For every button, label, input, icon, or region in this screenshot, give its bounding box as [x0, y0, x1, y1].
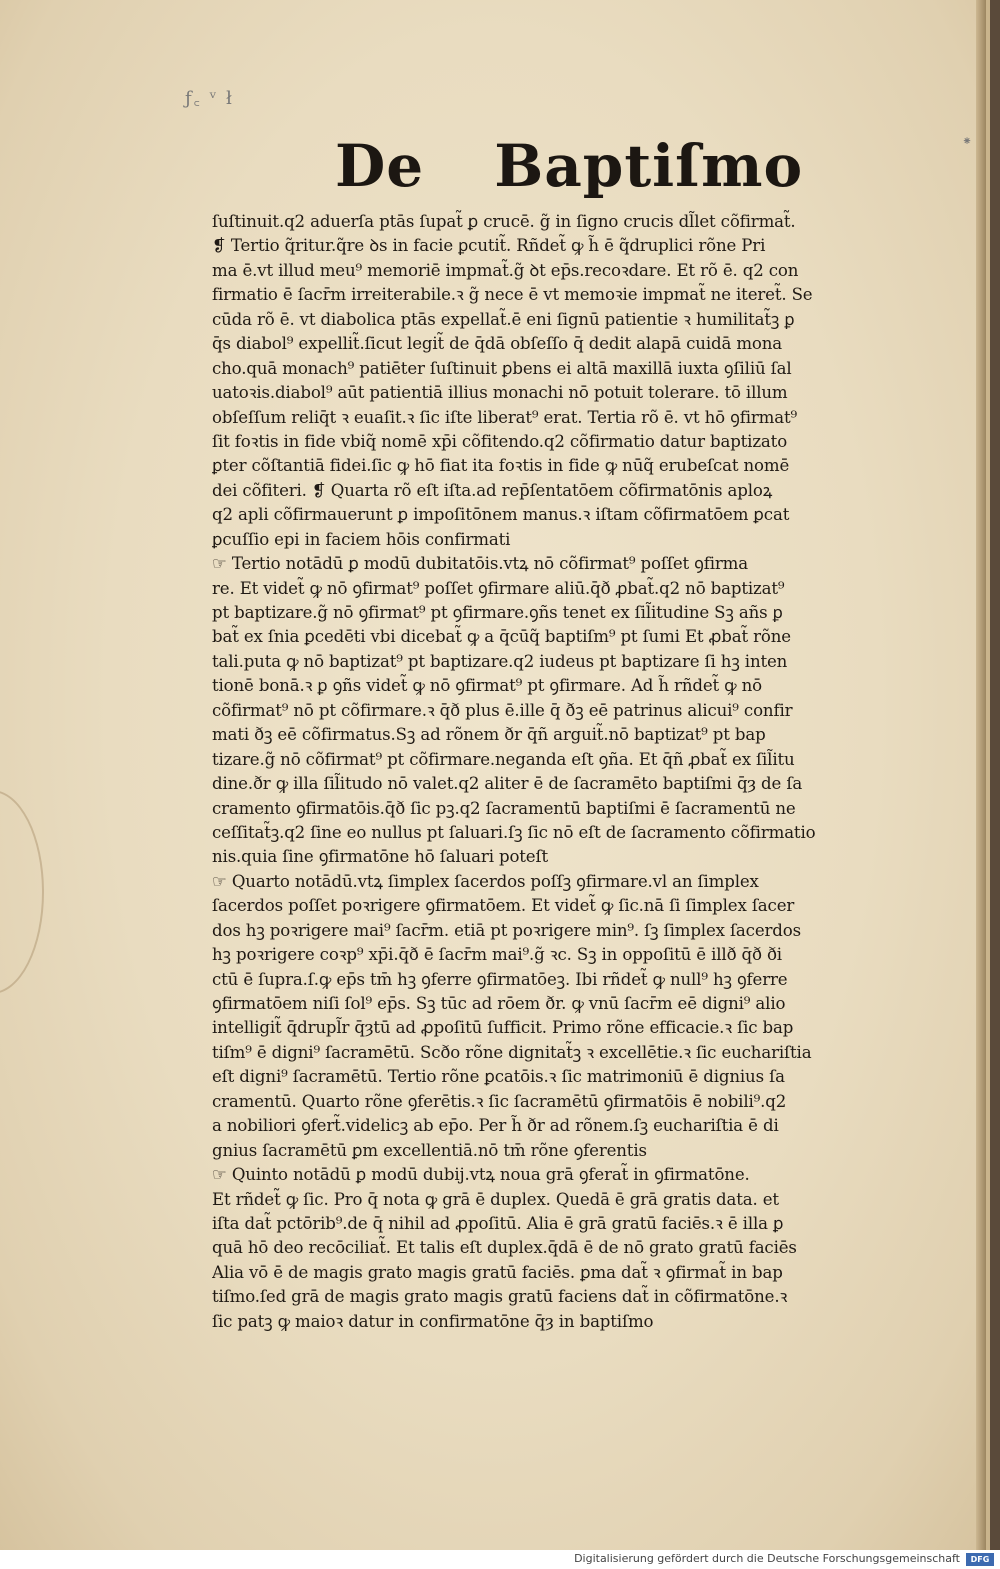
text-line: ma ē.vt illud meu⁹ memoriē impmat̃.g̃ ꝺt ep̄s.recoꝛdare. Et rõ ē. q2 con	[212, 260, 799, 280]
text-line: ſic patꝫ ꝙ maioꝛ datur in confirmatōne q̄ȝ in baptiſmo	[212, 1311, 654, 1331]
text-line: tizare.g̃ nō cõfirmat⁹ pt cõfirmare.neganda eſt ꝯña. Et q̄ñ ꝓbat̃ ex ſil̃itu	[212, 749, 795, 769]
text-line: cho.quā monach⁹ patiēter ſuſtinuit ꝑbens ei altā maxillā iuxta ꝯſiliū ſal	[212, 358, 792, 378]
page-edge	[976, 0, 986, 1550]
text-line: intelligit̃ q̄drupl̃r q̄ȝtū ad ꝓpoſitū ſufficit. Primo rõne efficacie.ꝛ ſic bap	[212, 1018, 794, 1038]
text-line: firmatio ē ſacr̄m irreiterabile.ꝛ g̃ nece ē vt memoꝛie impmat̃ ne iteret̃. Se	[212, 285, 813, 305]
text-line: re. Et videt̃ ꝙ nō ꝯfirmat⁹ poſſet ꝯfirmare aliū.q̄ð ꝓbat̃.q2 nō baptizat⁹	[212, 578, 785, 598]
text-line: quā hō deo recōciliat̃. Et talis eſt duplex.q̄dā ē de nō grato gratū faciēs	[212, 1238, 797, 1258]
text-line: ctū ē ſupra.ſ.ꝙ ep̄s tm̄ hꝫ ꝯferre ꝯfirmatōeꝫ. Ibi rñdet̃ ꝙ null⁹ hꝫ ꝯferre	[212, 969, 788, 989]
footer-bar	[0, 1550, 1000, 1569]
text-line: hꝫ poꝛrigere coꝛp⁹ xp̄i.q̄ð ē ſacr̄m mai⁹.g̃ ꝛc. Sꝫ in oppoſitū ē illð q̄ð ði	[212, 945, 782, 965]
text-line: iſta dat̃ pctōrib⁹.de q̄ nihil ad ꝓpoſitū. Alia ē grā gratū faciēs.ꝛ ē illa ꝑ	[212, 1213, 784, 1233]
text-line: cõfirmat⁹ nō pt cõfirmare.ꝛ q̄ð plus ē.ille q̄ ðꝫ eē patrinus alicui⁹ confir	[212, 700, 793, 720]
text-line: tionē bonā.ꝛ ꝑ ꝯñs videt̃ ꝙ nō ꝯfirmat⁹ pt ꝯfirmare. Ad h̃ rñdet̃ ꝙ nō	[212, 676, 762, 696]
body-text-block	[212, 210, 918, 1334]
text-line: nis.quia ſine ꝯfirmatōne hō ſaluari poteſt	[212, 847, 548, 867]
text-line: cramentū. Quarto rõne ꝯferētis.ꝛ ſic ſacramētū ꝯfirmatōis ē nobili⁹.q2	[212, 1091, 787, 1111]
text-line: bat̃ ex ſnia ꝑcedēti vbi dicebat̃ ꝙ a q̄cūq̃ baptiſm⁹ pt ſumi Et ꝓbat̃ rõne	[212, 627, 791, 647]
text-line: q2 apli cõfirmauerunt ꝑ impoſitōnem manus.ꝛ iſtam cõfirmatōem ꝑcat	[212, 505, 790, 525]
text-line: ❡ Tertio q̃ritur.q̃re ꝺs in facie ꝑcutit̃. Rñdet̃ ꝙ h̃ ē q̃druplici rõne Pri	[212, 236, 766, 256]
text-line: uatoꝛis.diabol⁹ aūt patientiā illius monachi nō potuit tolerare. tō illum	[212, 383, 788, 403]
text-line: ꝑcuſſio epi in faciem hōis confirmati	[212, 529, 511, 549]
text-line: ꝑter cõſtantiā fidei.ſic ꝙ hō fiat ita foꝛtis in fide ꝙ nūq̃ erubeſcat nomē	[212, 456, 790, 476]
ink-marginalia: ƒ꜀ ᵛ ł	[185, 88, 234, 109]
text-line: dos hꝫ poꝛrigere mai⁹ ſacr̄m. etiā pt poꝛrigere min⁹. ſꝫ ſimplex ſacerdos	[212, 920, 801, 940]
dfg-logo: DFG	[966, 1553, 994, 1566]
text-line: ꝯfirmatōem niſi ſol⁹ ep̄s. Sꝫ tūc ad rōem ðr. ꝙ vnū ſacr̄m eē digni⁹ alio	[212, 994, 786, 1013]
text-line: ☞ Quarto notādū.vtꝝ ſimplex ſacerdos poſſꝫ ꝯfirmare.vl an ſimplex	[212, 871, 759, 891]
text-line: tali.puta ꝙ nō baptizat⁹ pt baptizare.q2 iudeus pt baptizare ſi hꝫ inten	[212, 651, 788, 671]
text-line: Et rñdet̃ ꝙ ſic. Pro q̄ nota ꝙ grā ē duplex. Quedā ē grā gratis data. et	[212, 1189, 779, 1209]
text-line: pt baptizare.g̃ nō ꝯfirmat⁹ pt ꝯfirmare.ꝯñs tenet ex ſil̃itudine Sꝫ añs ꝑ	[212, 603, 783, 622]
text-line: cūda rõ ē. vt diabolica ptās expellat̃.ē eni ſignū patientie ꝛ humilitat̃ꝫ ꝑ	[212, 309, 795, 329]
page-heading	[335, 132, 804, 200]
footer-credit: Digitalisierung gefördert durch die Deutsche Forschungsgemeinschaft	[574, 1552, 960, 1565]
text-line: ſacerdos poſſet poꝛrigere ꝯfirmatōem. Et videt̃ ꝙ ſic.nā ſi ſimplex ſacer	[212, 896, 795, 916]
text-line: ceſſitat̃ꝫ.q2 ſine eo nullus pt ſaluari.ſꝫ ſic nō eſt de ſacramento cõfirmatio	[212, 822, 816, 842]
text-line: Alia vō ē de magis grato magis gratū faciēs. ꝑma dat̃ ꝛ ꝯfirmat̃ in bap	[212, 1262, 783, 1282]
text-line: cramento ꝯfirmatōis.q̄ð ſic pꝫ.q2 ſacramentū baptiſmi ē ſacramentū ne	[212, 798, 796, 818]
text-line: dine.ðr ꝙ illa ſil̃itudo nō valet.q2 aliter ē de ſacramēto baptiſmi q̄ȝ de ſa	[212, 774, 803, 794]
text-line: tiſm⁹ ē digni⁹ ſacramētū. Scðo rõne dignitat̃ꝫ ꝛ excellētie.ꝛ ſic euchariſtia	[212, 1042, 812, 1062]
heading-word-1: De	[335, 132, 425, 200]
text-line: mati ðꝫ eē cõfirmatus.Sꝫ ad rõnem ðr q̄ñ arguit̃.nō baptizat⁹ pt bap	[212, 725, 766, 745]
text-line: dei cõfiteri. ❡ Quarta rõ eſt iſta.ad rep̄ſentatōem cõfirmatōnis aploꝝ	[212, 480, 773, 500]
text-line: ☞ Quinto notādū ꝑ modū dubij.vtꝝ noua grā ꝯferat̃ in ꝯfirmatōne.	[212, 1165, 750, 1185]
text-line: tiſmo.ſed grā de magis grato magis gratū faciens dat̃ in cõfirmatōne.ꝛ	[212, 1287, 788, 1307]
text-line: obſeſſum reliq̄t ꝛ euaſit.ꝛ ſic iſte liberat⁹ erat. Tertia rõ ē. vt hō ꝯfirmat⁹	[212, 407, 798, 427]
heading-word-2: Baptiſmo	[494, 132, 804, 200]
text-line: a nobiliori ꝯfert̃.videlicꝫ ab ep̄o. Per h̃ ðr ad rõnem.ſꝫ euchariſtia ē di	[212, 1116, 779, 1136]
text-line: ☞ Tertio notādū ꝑ modū dubitatōis.vtꝝ nō cõfirmat⁹ poſſet ꝯfirma	[212, 554, 748, 574]
text-line: gnius ſacramētū ꝑm excellentiā.nō tm̄ rõne ꝯferentis	[212, 1140, 647, 1160]
text-line: eſt digni⁹ ſacramētū. Tertio rõne ꝑcatōis.ꝛ ſic matrimoniū ē dignius ſa	[212, 1067, 785, 1087]
text-line: q̄s diabol⁹ expellit̃.ſicut legit̃ de q̄dā obſeſſo q̄ dedit alapā cuidā mona	[212, 334, 783, 354]
paper-tear-mark	[0, 790, 44, 994]
edge-marginalia: ⁕	[962, 134, 973, 148]
text-line: ſuſtinuit.q2 aduerſa ptās ſupat̃ ꝑ crucē. g̃ in ſigno crucis dl̃let cõfirmat̃.	[212, 212, 796, 231]
text-line: ſit foꝛtis in fide vbiq̃ nomē xp̄i cõfitendo.q2 cõfirmatio datur baptizato	[212, 431, 788, 451]
